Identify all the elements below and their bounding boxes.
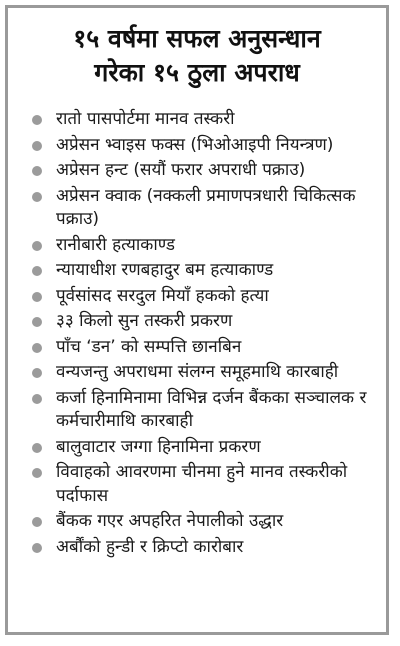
bullet-icon (32, 266, 42, 276)
list-item (8, 185, 378, 232)
list-item-label: ३३ किलो सुन तस्करी प्रकरण (56, 311, 233, 331)
bullet-icon (32, 517, 42, 527)
list-item (8, 259, 378, 283)
bullet-icon (32, 166, 42, 176)
list-item-label: अर्बौंको हुन्डी र क्रिप्टो कारोबार (56, 536, 244, 557)
list-item (8, 436, 378, 460)
list-item-label: न्यायाधीश रणबहादुर बम हत्याकाण्ड (56, 260, 274, 280)
list-item-label: बालुवाटार जग्गा हिनामिना प्रकरण (56, 436, 261, 457)
bullet-icon (32, 343, 42, 353)
list-item (8, 361, 378, 385)
bullet-icon (32, 394, 42, 404)
list-item (8, 234, 378, 258)
list-item-label: पाँच ‘डन’ को सम्पत्ति छानबिन (56, 336, 242, 357)
bullet-icon (32, 115, 42, 125)
list-item-label: पूर्वसांसद सरदुल मियाँ हकको हत्या (56, 285, 269, 306)
bullet-icon (32, 317, 42, 327)
bullet-icon (32, 141, 42, 151)
list-item (8, 536, 378, 560)
list-item-label: वन्यजन्तु अपराधमा संलग्न समूहमाथि कारबाही (56, 362, 339, 382)
list-item (8, 336, 378, 360)
list-item-label: विवाहको आवरणमा चीनमा हुने मानव तस्करीको पर्दाफास (56, 462, 348, 506)
list-item (8, 510, 378, 534)
list-item (8, 285, 378, 309)
info-box (5, 5, 389, 635)
list-item-label: अप्रेसन हन्ट (सयौं फरार अपराधी पक्राउ) (56, 160, 306, 180)
list-item-label: बैंकक गएर अपहरित नेपालीको उद्धार (56, 511, 284, 531)
bullet-icon (32, 543, 42, 553)
list-item-label: रातो पासपोर्टमा मानव तस्करी (56, 109, 235, 129)
list-item (8, 159, 378, 183)
list-item (8, 461, 378, 508)
title-line-1: १५ वर्षमा सफल अनुसन्धान (73, 24, 321, 53)
crime-list (8, 108, 386, 559)
list-item (8, 387, 378, 434)
bullet-icon (32, 192, 42, 202)
box-title (16, 22, 378, 90)
list-item-label: अप्रेसन क्वाक (नक्कली प्रमाणपत्रधारी चिकित्सक पक्राउ) (56, 185, 356, 229)
list-item-label: रानीबारी हत्याकाण्ड (56, 234, 175, 255)
bullet-icon (32, 443, 42, 453)
list-item (8, 310, 378, 334)
bullet-icon (32, 292, 42, 302)
list-item (8, 108, 378, 132)
list-item (8, 134, 378, 158)
bullet-icon (32, 368, 42, 378)
list-item-label: कर्जा हिनामिनामा विभिन्न दर्जन बैंकका सञ्चालक र कर्मचारीमाथि कारबाही (56, 387, 367, 431)
list-item-label: अप्रेसन भ्वाइस फक्स (भिओआइपी नियन्त्रण) (56, 134, 334, 155)
title-line-2: गरेका १५ ठुला अपराध (94, 58, 300, 87)
bullet-icon (32, 241, 42, 251)
bullet-icon (32, 468, 42, 478)
